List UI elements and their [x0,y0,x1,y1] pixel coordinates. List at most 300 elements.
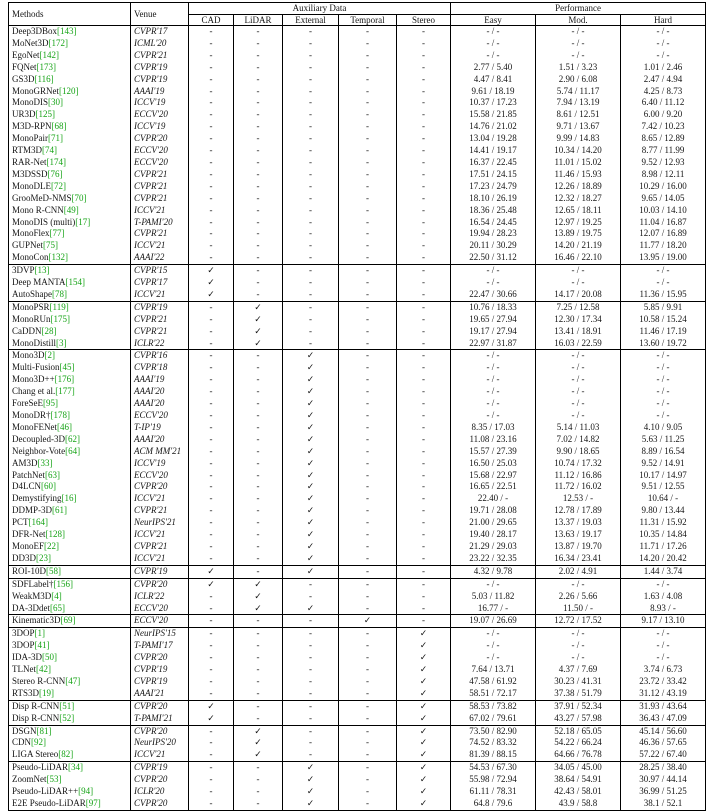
citation-link[interactable]: [178] [50,410,71,420]
aux-temporal-cell: - [339,326,397,338]
citation-link[interactable]: [132] [48,252,69,263]
aux-external-cell: - [283,578,339,590]
aux-temporal-cell: - [339,301,397,313]
perf-easy-cell: 58.53 / 73.82 [451,700,536,712]
method-cell [9,664,131,676]
citation-link[interactable]: [62] [64,433,80,444]
perf-hard-cell: - / - [656,640,670,651]
aux-temporal-cell: - [339,628,397,640]
venue-cell: CVPR'19 [131,301,189,313]
perf-easy-cell: 16.54 / 24.45 [451,217,536,229]
perf-easy-cell: 15.57 / 27.39 [451,446,536,458]
aux-cad-cell: - [189,26,234,38]
checkmark-icon: ✓ [419,652,428,663]
citation-link[interactable]: [51] [59,700,75,711]
aux-external-cell: - [283,591,339,603]
perf-mod-cell: - / - [536,410,621,422]
method-name: Mono3D [12,350,45,361]
method-name: MonoPSR [12,301,50,312]
perf-mod-cell: 13.63 / 19.17 [536,529,621,541]
method-cell [9,481,131,493]
citation-link[interactable]: [76] [47,168,63,179]
method-name: Deep MANTA [12,277,66,288]
perf-mod-cell: 43.27 / 57.98 [536,713,621,725]
aux-temporal-cell: - [339,541,397,553]
aux-cad-cell: - [189,350,234,362]
aux-temporal-cell: - [339,109,397,121]
citation-link[interactable]: [128] [45,529,65,540]
method-cell [9,676,131,688]
aux-cad-cell: - [189,181,234,193]
perf-easy-cell: 47.58 / 61.92 [451,676,536,688]
aux-stereo-cell: - [397,338,451,350]
aux-external-cell: - [283,338,339,350]
method-cell [9,565,131,578]
method-cell [9,386,131,398]
aux-temporal-cell: - [339,493,397,505]
perf-mod-cell: 7.02 / 14.82 [536,434,621,446]
perf-mod-cell: 43.9 / 58.8 [536,798,621,810]
aux-stereo-cell: - [397,228,451,240]
citation-link[interactable]: [34] [68,762,83,773]
perf-easy-cell: 22.50 / 31.12 [451,252,536,264]
perf-mod-cell: - / - [536,578,621,590]
citation-link[interactable]: [143] [57,26,77,36]
citation-link[interactable]: [116] [34,73,54,84]
aux-external-cell: - [283,133,339,145]
aux-stereo-cell [397,688,451,700]
table-row [9,749,706,761]
aux-cad-cell: - [189,157,234,169]
checkmark-icon: ✓ [207,277,215,288]
citation-link[interactable]: [60] [41,481,56,492]
citation-link[interactable]: [4] [51,590,62,601]
perf-easy-cell: - / - [451,628,536,640]
aux-cad-cell: - [189,50,234,62]
citation-link[interactable]: [28] [41,325,57,336]
checkmark-icon: ✓ [419,664,428,675]
venue-cell: CVPR'16 [131,350,189,362]
aux-temporal-cell: - [339,338,397,350]
venue-cell: ICCV'21 [131,205,189,217]
citation-link[interactable]: [81] [36,725,52,736]
citation-link[interactable]: [50] [42,652,57,663]
venue-cell: CVPR'20 [131,725,189,737]
citation-link[interactable]: [23] [36,552,51,563]
checkmark-icon: ✓ [254,725,262,736]
perf-hard-cell: 45.14 / 56.60 [621,725,706,737]
citation-link[interactable]: [33] [37,457,53,468]
table-body [9,26,706,811]
perf-mod-cell: 16.34 / 23.41 [536,553,621,565]
citation-link[interactable]: [2] [44,350,56,361]
citation-link[interactable]: [78] [52,288,67,299]
perf-mod-cell: 54.22 / 66.24 [536,737,621,749]
perf-easy-cell: 64.8 / 79.6 [451,798,536,810]
aux-stereo-cell: - [397,86,451,98]
aux-external-cell: - [283,688,339,700]
aux-temporal-cell: - [339,157,397,169]
citation-link[interactable]: [156] [53,578,73,589]
aux-stereo-cell: - [397,74,451,86]
citation-link[interactable]: [174] [46,156,66,167]
citation-link[interactable]: [72] [51,180,66,191]
aux-temporal-cell: - [339,386,397,398]
perf-mod-cell: - / - [536,374,621,386]
citation-link[interactable]: [1] [34,628,46,639]
aux-external-cell: - [283,121,339,133]
citation-link[interactable]: [41] [34,640,50,651]
aux-temporal-cell: - [339,640,397,652]
aux-lidar-cell: - [234,700,283,712]
aux-cad-cell: - [189,493,234,505]
perf-easy-cell: 22.40 / - [451,493,536,505]
perf-easy-cell: 18.36 / 25.48 [451,205,536,217]
table-row [9,458,706,470]
perf-hard-cell: 10.17 / 14.97 [639,469,687,480]
perf-easy-cell: 22.47 / 30.66 [451,289,536,301]
citation-link[interactable]: [71] [48,133,63,144]
aux-stereo-cell [397,749,451,761]
perf-hard-cell: 46.36 / 57.65 [639,737,687,748]
perf-hard-cell: 10.29 / 16.00 [639,180,687,191]
citation-link[interactable]: [30] [48,97,64,108]
table-row [9,362,706,374]
aux-temporal-cell: - [339,228,397,240]
checkmark-icon: ✓ [306,762,315,773]
table-row [9,676,706,688]
citation-link[interactable]: [95] [43,398,58,409]
perf-mod-cell: 14.17 / 20.08 [536,289,621,301]
venue-cell: ECCV'20 [131,470,189,482]
venue-cell: CVPR'18 [131,362,189,374]
perf-easy-cell: - / - [451,640,536,652]
citation-link[interactable]: [16] [61,493,77,504]
citation-link[interactable]: [19] [38,687,54,698]
method-name: Demystifying [12,493,62,504]
venue-cell: CVPR'19 [131,676,189,688]
aux-stereo-cell [397,713,451,725]
perf-mod-cell: - / - [536,628,621,640]
method-name: Stereo R-CNN [12,675,66,686]
perf-hard-cell: 31.93 / 43.64 [621,700,706,712]
perf-hard-cell: 11.46 / 17.19 [639,325,687,336]
perf-easy-cell: 7.64 / 13.71 [451,664,536,676]
venue-cell: AAAI'19 [131,374,189,386]
citation-link[interactable]: [154] [65,277,86,288]
perf-hard-cell: 13.60 / 19.72 [639,337,687,348]
checkmark-icon: ✓ [306,517,315,528]
aux-stereo-cell: - [397,121,451,133]
checkmark-icon: ✓ [419,798,428,808]
checkmark-icon: ✓ [419,640,428,651]
aux-external-cell: - [283,240,339,252]
method-cell [9,362,131,374]
citation-link[interactable]: [45] [59,362,75,373]
perf-mod-cell: 2.90 / 6.08 [536,74,621,86]
citation-link[interactable]: [77] [49,228,65,239]
venue-cell: CVPR'21 [131,50,189,62]
citation-link[interactable]: [65] [50,602,65,613]
method-cell [9,422,131,434]
aux-cad-cell: - [189,217,234,229]
method-name: MonoPair [12,133,48,144]
citation-link[interactable]: [75] [43,240,58,251]
aux-external-cell: - [283,252,339,264]
aux-cad-cell: - [189,86,234,98]
citation-link[interactable]: [70] [71,192,87,203]
venue-cell: ICCV'19 [131,458,189,470]
citation-link[interactable]: [13] [34,265,50,276]
aux-external-cell: - [283,50,339,62]
table-row [9,145,706,157]
perf-mod-cell: 9.90 / 18.65 [536,446,621,458]
perf-hard-cell: 6.00 / 9.20 [643,109,683,120]
venue-cell: ICCV'19 [131,97,189,109]
table-row [9,664,706,676]
aux-stereo-cell: - [397,62,451,74]
col-header-cad: CAD [189,14,234,26]
aux-external-cell [283,565,339,578]
perf-mod-cell: 12.72 / 17.52 [536,615,621,628]
aux-lidar-cell: - [234,289,283,301]
aux-lidar-cell: - [234,86,283,98]
method-name: MonoDistill [12,337,57,348]
venue-cell: CVPR'17 [131,277,189,289]
citation-link[interactable]: [58] [46,565,61,576]
perf-easy-cell: 16.65 / 22.51 [451,481,536,493]
aux-external-cell: - [283,193,339,205]
citation-link[interactable]: [74] [41,145,57,156]
checkmark-icon: ✓ [254,313,262,324]
perf-hard-cell: 8.89 / 16.54 [641,445,685,456]
venue-cell: ICCV'21 [131,240,189,252]
method-name: PatchNet [12,469,45,480]
aux-cad-cell: - [189,193,234,205]
aux-temporal-cell: - [339,786,397,798]
venue-cell: CVPR'20 [131,798,189,810]
method-name: Chang et al. [12,386,56,397]
aux-cad-cell: - [189,386,234,398]
citation-link[interactable]: [63] [45,469,60,480]
aux-cad-cell: - [189,664,234,676]
perf-hard-cell: - / - [656,49,670,60]
aux-stereo-cell: - [397,434,451,446]
aux-temporal-cell: - [339,749,397,761]
aux-cad-cell: - [189,240,234,252]
perf-hard-cell: 9.52 / 14.91 [641,457,685,468]
citation-link[interactable]: [173] [36,61,56,72]
perf-hard-cell: - / - [621,265,706,277]
venue-cell: CVPR'21 [131,314,189,326]
method-cell [9,628,131,640]
citation-link[interactable]: [22] [44,540,60,551]
table-row [9,615,706,628]
perf-mod-cell: 11.72 / 16.02 [536,481,621,493]
perf-mod-cell: 37.91 / 52.34 [536,700,621,712]
aux-temporal-cell: - [339,688,397,700]
aux-lidar-cell: - [234,121,283,133]
aux-external-cell: - [283,109,339,121]
method-cell [9,458,131,470]
citation-link[interactable]: [53] [46,774,62,785]
citation-link[interactable]: [172] [48,37,68,48]
citation-link[interactable]: [94] [78,786,94,797]
aux-external-cell [283,410,339,422]
perf-mod-cell: 7.94 / 13.19 [536,97,621,109]
aux-external-cell: - [283,326,339,338]
aux-temporal-cell: - [339,289,397,301]
citation-link[interactable]: [119] [49,301,69,312]
aux-external-cell: - [283,86,339,98]
citation-link[interactable]: [17] [75,216,91,227]
citation-link[interactable]: [120] [59,85,79,96]
table-row [9,97,706,109]
method-cell [9,762,131,774]
aux-stereo-cell: - [397,446,451,458]
aux-external-cell: - [283,615,339,628]
aux-cad-cell: - [189,737,234,749]
venue-cell: ECCV'20 [131,109,189,121]
perf-hard-cell: 10.35 / 14.84 [639,529,687,540]
aux-cad-cell: - [189,422,234,434]
table-row [9,434,706,446]
perf-hard-cell: 6.40 / 11.12 [641,97,685,108]
aux-external-cell: - [283,26,339,38]
method-cell [9,737,131,749]
method-name: ForeSeE [12,398,43,409]
perf-mod-cell: 12.78 / 17.89 [536,505,621,517]
table-row [9,240,706,252]
method-cell [9,157,131,169]
citation-link[interactable]: [68] [51,121,67,132]
aux-stereo-cell: - [397,38,451,50]
citation-link[interactable]: [3] [56,337,67,348]
citation-link[interactable]: [64] [65,445,81,456]
perf-hard-cell: 36.99 / 51.25 [639,786,687,797]
aux-stereo-cell: - [397,205,451,217]
table-row [9,374,706,386]
perf-easy-cell: 11.08 / 23.16 [451,434,536,446]
citation-link[interactable]: [52] [59,712,75,723]
citation-link[interactable]: [61] [52,505,68,516]
table-row [9,193,706,205]
aux-temporal-cell: - [339,553,397,565]
venue-cell: CVPR'19 [131,762,189,774]
citation-link[interactable]: [177] [55,386,75,397]
table-row [9,50,706,62]
perf-hard-cell: - / - [656,277,670,288]
perf-easy-cell: 20.11 / 30.29 [451,240,536,252]
citation-link[interactable]: [42] [36,664,51,675]
aux-lidar-cell: - [234,386,283,398]
method-cell [9,133,131,145]
venue-cell: T-PAMI'20 [131,217,189,229]
citation-link[interactable]: [47] [65,675,81,686]
venue-cell: T-PAMI'17 [131,640,189,652]
header-row-groups [9,3,706,15]
aux-cad-cell: - [189,541,234,553]
aux-lidar-cell: - [234,529,283,541]
perf-easy-cell: - / - [451,350,536,362]
method-cell [9,578,131,590]
citation-link[interactable]: [176] [54,374,75,385]
citation-link[interactable]: [164] [28,517,49,528]
method-name: MonoRUn [12,313,51,324]
venue-cell: CVPR'21 [131,228,189,240]
aux-external-cell [283,517,339,529]
method-name: Kinematic3D [12,615,61,626]
method-name: E2E Pseudo-LiDAR [12,798,86,808]
checkmark-icon: ✓ [306,433,315,444]
method-name: M3DSSD [12,168,48,179]
method-name: Deep3DBox [12,26,57,36]
table-row [9,26,706,38]
perf-mod-cell: 13.87 / 19.70 [536,541,621,553]
aux-lidar-cell [234,326,283,338]
perf-easy-cell: 9.61 / 18.19 [451,86,536,98]
venue-cell: AAAI'20 [131,386,189,398]
aux-lidar-cell [234,725,283,737]
method-name: RTS3D [12,687,39,698]
aux-lidar-cell: - [234,217,283,229]
method-name: ZoomNet [12,774,47,785]
table-row [9,700,706,712]
table-row [9,640,706,652]
venue-cell: CVPR'19 [131,74,189,86]
method-cell [9,252,131,264]
venue-cell: CVPR'21 [131,505,189,517]
perf-easy-cell: 19.94 / 28.23 [451,228,536,240]
method-name: GUPNet [12,240,43,251]
perf-mod-cell: 13.89 / 19.75 [536,228,621,240]
aux-external-cell: - [283,628,339,640]
table-row [9,265,706,277]
perf-mod-cell: 16.46 / 22.10 [536,252,621,264]
aux-external-cell: - [283,725,339,737]
citation-link[interactable]: [49] [63,204,79,215]
citation-link[interactable]: [142] [39,49,59,60]
perf-easy-cell: 55.98 / 72.94 [451,774,536,786]
citation-link[interactable]: [82] [58,749,74,760]
perf-hard-cell: 7.42 / 10.23 [641,121,685,132]
checkmark-icon: ✓ [419,786,428,797]
method-name: CDN [12,737,32,748]
citation-link[interactable]: [97] [85,798,101,808]
perf-hard-cell: 9.65 / 14.05 [641,192,685,203]
table-row [9,529,706,541]
citation-link[interactable]: [92] [31,737,47,748]
aux-external-cell [283,350,339,362]
method-cell [9,289,131,301]
method-name: LIGA Stereo [12,749,59,760]
method-cell [9,725,131,737]
perf-hard-cell: 9.17 / 13.10 [621,615,706,628]
perf-easy-cell: 19.65 / 27.94 [451,314,536,326]
aux-external-cell [283,541,339,553]
aux-temporal-cell: - [339,410,397,422]
citation-link[interactable]: [175] [50,313,71,324]
method-name: Neighbor-Vote [12,445,66,456]
perf-mod-cell: - / - [536,38,621,50]
method-cell [9,97,131,109]
venue-cell: ECCV'20 [131,145,189,157]
method-name: Pseudo-LiDAR [12,762,68,773]
citation-link[interactable]: [125] [35,109,56,120]
citation-link[interactable]: [69] [60,615,76,626]
citation-link[interactable]: [46] [57,421,72,432]
method-name: 3DOP [12,628,35,639]
